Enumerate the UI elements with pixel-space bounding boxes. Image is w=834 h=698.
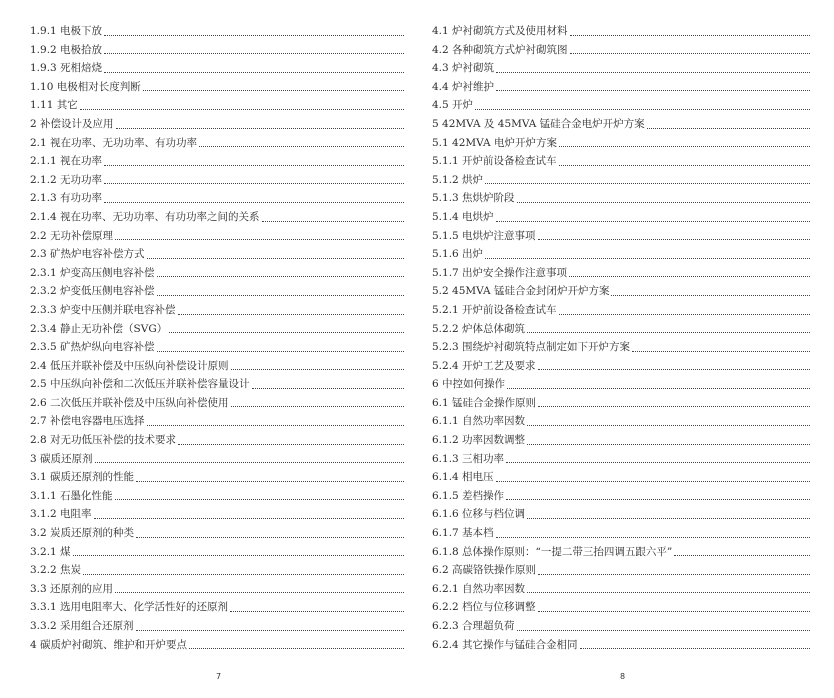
dot-leader <box>559 146 810 147</box>
page-number-right: 8 <box>620 672 626 681</box>
toc-entry-label: 4.2 各种砌筑方式炉衬砌筑图 <box>432 43 568 56</box>
toc-entry <box>30 487 404 506</box>
dot-leader <box>485 258 810 259</box>
dot-leader <box>115 239 404 240</box>
toc-entry-label: 3.1 碳质还原剂的性能 <box>30 471 135 484</box>
dot-leader <box>230 611 404 612</box>
toc-entry-label: 6.2.3 合理超负荷 <box>432 620 515 632</box>
toc-entry <box>432 152 810 171</box>
toc-entry-label: 1.9.3 死相焙烧 <box>30 62 103 75</box>
toc-entry-label: 6.1.1 自然功率因数 <box>432 415 526 428</box>
dot-leader <box>507 388 810 389</box>
toc-entry <box>30 338 404 357</box>
dot-leader <box>262 221 404 222</box>
dot-leader <box>252 388 404 389</box>
toc-entry-label: 4.4 炉衬维护 <box>432 80 495 93</box>
toc-entry-label: 2.3.1 炉变高压侧电容补偿 <box>30 266 155 279</box>
toc-entry-label: 6.2.1 自然功率因数 <box>432 582 526 595</box>
toc-entry-label: 6.1 锰硅合金操作原则 <box>432 396 537 409</box>
toc-entry-label: 2.3.5 矿热炉纵向电容补偿 <box>30 341 155 354</box>
toc-entry-label: 3.1.1 石墨化性能 <box>30 489 113 502</box>
toc-entry <box>432 524 810 543</box>
dot-leader <box>538 406 810 407</box>
toc-entry <box>432 264 810 283</box>
dot-leader <box>570 35 810 36</box>
toc-entry <box>30 152 404 171</box>
toc-entry <box>432 134 810 153</box>
toc-entry-label: 2.3.4 静止无功补偿（SVG） <box>30 322 168 335</box>
toc-entry <box>30 636 404 655</box>
toc-list-left <box>30 22 404 654</box>
toc-entry <box>30 617 404 636</box>
dot-leader <box>527 332 810 333</box>
toc-entry-label: 6.1.5 差档操作 <box>432 489 505 502</box>
toc-entry <box>30 412 404 431</box>
toc-entry-label: 4.1 炉衬砌筑方式及使用材料 <box>432 25 568 37</box>
toc-entry <box>432 450 810 469</box>
toc-entry <box>432 41 810 60</box>
toc-entry-label: 2.1.3 有功功率 <box>30 192 103 205</box>
toc-entry-label: 2.8 对无功低压补偿的技术要求 <box>30 434 177 447</box>
toc-entry-label: 2.2 无功补偿原理 <box>30 229 114 242</box>
toc-entry <box>30 375 404 394</box>
dot-leader <box>157 276 404 277</box>
dot-leader <box>199 146 404 147</box>
toc-entry-label: 1.9.2 电极拾放 <box>30 43 103 56</box>
toc-entry-label: 5.1.1 开炉前设备检查试车 <box>432 155 557 168</box>
toc-entry <box>432 78 810 97</box>
toc-entry <box>30 468 404 487</box>
toc-entry <box>30 96 404 115</box>
toc-entry <box>432 505 810 524</box>
toc-entry <box>30 357 404 376</box>
dot-leader <box>527 444 810 445</box>
dot-leader <box>580 648 810 649</box>
toc-list-right <box>432 22 810 654</box>
toc-entry-label: 5.2.2 炉体总体砌筑 <box>432 322 526 335</box>
toc-entry <box>432 189 810 208</box>
dot-leader <box>83 574 404 575</box>
toc-entry-label: 5.2 45MVA 锰硅合金封闭炉开炉方案 <box>432 285 610 298</box>
toc-entry-label: 5.1 42MVA 电炉开炉方案 <box>432 136 557 149</box>
toc-entry <box>30 301 404 320</box>
right-page <box>417 0 834 698</box>
dot-leader <box>157 351 404 352</box>
dot-leader <box>517 202 810 203</box>
toc-entry-label: 2.3.3 炉变中压侧并联电容补偿 <box>30 303 176 316</box>
toc-entry <box>30 320 404 339</box>
toc-entry <box>30 22 404 41</box>
dot-leader <box>136 630 404 631</box>
toc-entry-label: 5 42MVA 及 45MVA 锰硅合金电炉开炉方案 <box>432 117 645 130</box>
toc-entry-label: 2.4 低压并联补偿及中压纵向补偿设计原则 <box>30 359 229 372</box>
dot-leader <box>496 537 810 538</box>
toc-entry-label: 4 碳质炉衬砌筑、维护和开炉要点 <box>30 638 188 651</box>
dot-leader <box>115 592 404 593</box>
toc-entry-label: 5.1.5 电烘炉注意事项 <box>432 229 536 242</box>
toc-entry-label: 2.6 二次低压并联补偿及中压纵向补偿使用 <box>30 396 229 409</box>
dot-leader <box>104 35 404 36</box>
dot-leader <box>104 183 404 184</box>
dot-leader <box>496 72 810 73</box>
toc-entry-label: 3.3.1 选用电阻率大、化学活性好的还原剂 <box>30 601 229 614</box>
toc-entry <box>432 561 810 580</box>
dot-leader <box>611 295 810 296</box>
toc-entry-label: 6.2.4 其它操作与锰硅合金相同 <box>432 638 578 651</box>
toc-entry-label: 4.3 炉衬砌筑 <box>432 62 495 75</box>
dot-leader <box>527 592 810 593</box>
dot-leader <box>178 444 404 445</box>
toc-entry-label: 2.1.4 视在功率、无功功率、有功功率之间的关系 <box>30 210 260 223</box>
toc-entry-label: 5.1.6 出炉 <box>432 248 484 261</box>
toc-entry <box>30 431 404 450</box>
page-number-left: 7 <box>216 672 222 681</box>
toc-entry-label: 2.3.2 炉变低压侧电容补偿 <box>30 285 155 298</box>
dot-leader <box>506 462 810 463</box>
toc-entry-label: 2.3 矿热炉电容补偿方式 <box>30 248 145 261</box>
toc-entry <box>30 394 404 413</box>
toc-entry-label: 1.11 其它 <box>30 99 78 112</box>
dot-leader <box>169 332 404 333</box>
dot-leader <box>538 574 810 575</box>
dot-leader <box>189 648 404 649</box>
toc-entry <box>30 543 404 562</box>
toc-entry-label: 2.1 视在功率、无功功率、有功功率 <box>30 136 198 149</box>
dot-leader <box>538 611 810 612</box>
toc-entry <box>432 96 810 115</box>
dot-leader <box>115 499 404 500</box>
toc-entry <box>30 115 404 134</box>
dot-leader <box>73 555 404 556</box>
dot-leader <box>104 165 404 166</box>
dot-leader <box>231 406 404 407</box>
toc-entry-label: 6.1.4 相电压 <box>432 471 494 484</box>
dot-leader <box>506 499 810 500</box>
toc-entry <box>30 78 404 97</box>
dot-leader <box>569 276 810 277</box>
toc-entry-label: 5.1.4 电烘炉 <box>432 210 494 223</box>
toc-entry-label: 6 中控如何操作 <box>432 378 506 391</box>
dot-leader <box>527 425 810 426</box>
dot-leader <box>157 295 404 296</box>
dot-leader <box>104 53 404 54</box>
toc-entry-label: 2.7 补偿电容器电压选择 <box>30 415 145 428</box>
toc-entry-label: 3.2.1 煤 <box>30 545 71 558</box>
dot-leader <box>496 90 810 91</box>
toc-entry <box>432 468 810 487</box>
toc-entry <box>30 450 404 469</box>
toc-entry <box>432 115 810 134</box>
toc-entry-label: 5.2.4 开炉工艺及要求 <box>432 359 536 372</box>
toc-entry <box>30 282 404 301</box>
toc-entry <box>30 208 404 227</box>
toc-entry-label: 6.1.7 基本档 <box>432 527 494 540</box>
toc-entry <box>432 301 810 320</box>
toc-entry-label: 6.1.2 功率因数调整 <box>432 434 526 447</box>
toc-entry <box>432 320 810 339</box>
dot-leader <box>147 258 404 259</box>
toc-entry-label: 3.2 炭质还原剂的种类 <box>30 527 135 540</box>
dot-leader <box>143 90 404 91</box>
dot-leader <box>147 425 404 426</box>
toc-entry-label: 6.2.2 档位与位移调整 <box>432 601 536 614</box>
toc-entry <box>432 22 810 41</box>
toc-entry <box>432 282 810 301</box>
toc-entry-label: 2.1.1 视在功率 <box>30 155 103 168</box>
toc-entry <box>30 561 404 580</box>
dot-leader <box>136 481 404 482</box>
toc-entry-label: 2.1.2 无功功率 <box>30 173 103 186</box>
toc-entry-label: 3.3.2 采用组合还原剂 <box>30 620 134 632</box>
toc-entry <box>432 636 810 655</box>
toc-entry <box>432 338 810 357</box>
toc-entry <box>432 543 810 562</box>
dot-leader <box>104 72 404 73</box>
dot-leader <box>485 183 810 184</box>
toc-entry <box>30 189 404 208</box>
toc-entry-label: 2 补偿设计及应用 <box>30 117 114 130</box>
dot-leader <box>104 202 404 203</box>
dot-leader <box>178 314 404 315</box>
toc-entry-label: 5.1.7 出炉安全操作注意事项 <box>432 266 568 279</box>
dot-leader <box>80 109 404 110</box>
toc-entry <box>30 59 404 78</box>
toc-entry-label: 1.9.1 电极下放 <box>30 25 103 37</box>
dot-leader <box>538 369 810 370</box>
toc-entry-label: 6.2 高碳铬铁操作原则 <box>432 564 537 577</box>
toc-entry <box>432 617 810 636</box>
dot-leader <box>496 481 810 482</box>
toc-entry <box>30 264 404 283</box>
dot-leader <box>517 630 810 631</box>
toc-entry-label: 5.1.3 焦烘炉阶段 <box>432 192 515 205</box>
dot-leader <box>527 518 810 519</box>
toc-entry-label: 5.1.2 烘炉 <box>432 173 484 186</box>
dot-leader <box>496 221 810 222</box>
toc-entry-label: 6.1.3 三相功率 <box>432 452 505 465</box>
toc-entry <box>432 59 810 78</box>
toc-entry-label: 2.5 中压纵向补偿和二次低压并联补偿容量设计 <box>30 378 250 391</box>
toc-entry <box>30 134 404 153</box>
toc-entry <box>432 394 810 413</box>
dot-leader <box>95 462 404 463</box>
toc-entry <box>432 357 810 376</box>
toc-entry <box>30 245 404 264</box>
toc-entry-label: 5.2.1 开炉前设备检查试车 <box>432 303 557 316</box>
toc-entry <box>432 487 810 506</box>
toc-entry <box>432 598 810 617</box>
dot-leader <box>632 351 810 352</box>
toc-entry-label: 3 碳质还原剂 <box>30 452 93 465</box>
dot-leader <box>94 518 404 519</box>
toc-entry <box>30 598 404 617</box>
dot-leader <box>475 109 810 110</box>
toc-entry <box>30 505 404 524</box>
toc-entry <box>30 580 404 599</box>
toc-entry <box>432 412 810 431</box>
dot-leader <box>674 555 810 556</box>
toc-entry <box>432 227 810 246</box>
toc-entry-label: 6.1.8 总体操作原则：“一提二带三抬四调五跟六平” <box>432 545 673 558</box>
dot-leader <box>559 165 810 166</box>
dot-leader <box>136 537 404 538</box>
toc-entry <box>432 208 810 227</box>
toc-entry-label: 3.2.2 焦炭 <box>30 564 82 577</box>
dot-leader <box>559 314 810 315</box>
toc-entry <box>432 431 810 450</box>
toc-entry <box>432 171 810 190</box>
toc-entry-label: 4.5 开炉 <box>432 99 474 112</box>
toc-entry <box>432 245 810 264</box>
toc-entry <box>30 227 404 246</box>
dot-leader <box>231 369 404 370</box>
toc-entry-label: 3.1.2 电阻率 <box>30 508 92 521</box>
toc-entry-label: 1.10 电极相对长度判断 <box>30 80 141 93</box>
dot-leader <box>570 53 810 54</box>
toc-entry <box>30 41 404 60</box>
dot-leader <box>647 128 810 129</box>
toc-entry-label: 6.1.6 位移与档位调 <box>432 508 526 521</box>
toc-entry <box>432 375 810 394</box>
toc-entry <box>30 524 404 543</box>
dot-leader <box>116 128 404 129</box>
dot-leader <box>538 239 810 240</box>
toc-entry <box>30 171 404 190</box>
toc-entry-label: 3.3 还原剂的应用 <box>30 582 114 595</box>
toc-entry <box>432 580 810 599</box>
toc-entry-label: 5.2.3 围绕炉衬砌筑特点制定如下开炉方案 <box>432 341 631 354</box>
